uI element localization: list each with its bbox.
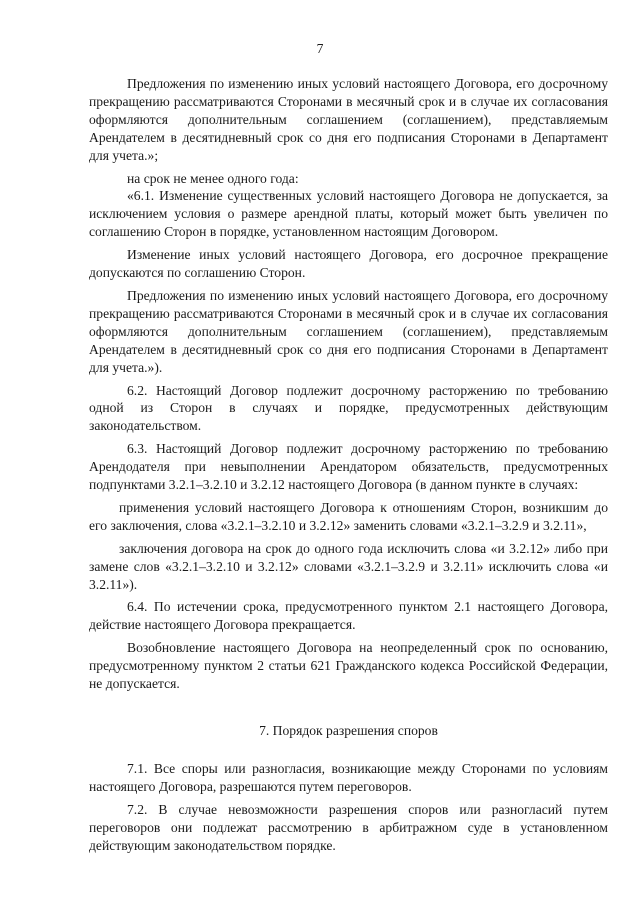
paragraph-term-note: на срок не менее одного года: [127,170,299,186]
document-body [89,75,608,859]
page-number: 7 [316,41,324,56]
paragraph-clause-6-3: 6.3. Настоящий Договор подлежит досрочному расторжению по требованию Арендодателя при невыполнении Арендатором обязательств, предусмотренных подпунктами 3.2.1–3.2.10 и 3.2.12 настоящего Договора (в данном пункте в случаях: [89,441,608,493]
paragraph-clause-6-2: 6.2. Настоящий Договор подлежит досрочному расторжению по требованию одной из Сторон в случаях и порядке, предусмотренных действующим законодательством. [89,382,608,434]
paragraph-case-prior-relations: применения условий настоящего Договора к отношениям Сторон, возникшим до его заключения, слова «3.2.1–3.2.10 и 3.2.12» заменить словами «3.2.1–3.2.9 и 3.2.11», [89,499,608,533]
paragraph-case-short-term: заключения договора на срок до одного года исключить слова «и 3.2.12» либо при замене слов «3.2.1–3.2.10 и 3.2.12» словами «3.2.1–3.2.9 и 3.2.11» исключить слова «и 3.2.11»). [89,540,608,592]
section-heading: 7. Порядок разрешения споров [259,723,438,738]
paragraph-clause-7-2: 7.2. В случае невозможности разрешения споров или разногласий путем переговоров они подлежат рассмотрению в арбитражном суде в установленном действующим законодательством порядке. [89,801,608,853]
paragraph-clause-7-1: 7.1. Все споры или разногласия, возникающие между Сторонами по условиям настоящего Договора, разрешаются путем переговоров. [89,760,608,794]
paragraph-renewal: Возобновление настоящего Договора на неопределенный срок по основанию, предусмотренному пунктом 2 статьи 621 Гражданского кодекса Российской Федерации, не допускается. [89,640,608,692]
paragraph-clause-6-1: «6.1. Изменение существенных условий настоящего Договора не допускается, за исключением условия о размере арендной платы, который может быть увеличен по соглашению Сторон в порядке, установленном настоящим Договором. [89,188,608,240]
paragraph-proposals-intro: Предложения по изменению иных условий настоящего Договора, его досрочному прекращению рассматриваются Сторонами в месячный срок и в случае их согласования оформляются дополнительным соглашением (соглашением), представляемым Арендателем в десятидневный срок со дня его подписания Сторонами в Департамент для учета.»; [89,76,608,163]
paragraph-proposals-repeat: Предложения по изменению иных условий настоящего Договора, его досрочному прекращению рассматриваются Сторонами в месячный срок и в случае их согласования оформляются дополнительным соглашением (соглашением), представляемым Арендателем в десятидневный срок со дня его подписания Сторонами в Департамент для учета.»). [89,287,608,375]
paragraph-clause-6-4: 6.4. По истечении срока, предусмотренного пунктом 2.1 настоящего Договора, действие настоящего Договора прекращается. [89,599,608,633]
paragraph-other-changes: Изменение иных условий настоящего Договора, его досрочное прекращение допускаются по соглашению Сторон. [89,247,608,281]
